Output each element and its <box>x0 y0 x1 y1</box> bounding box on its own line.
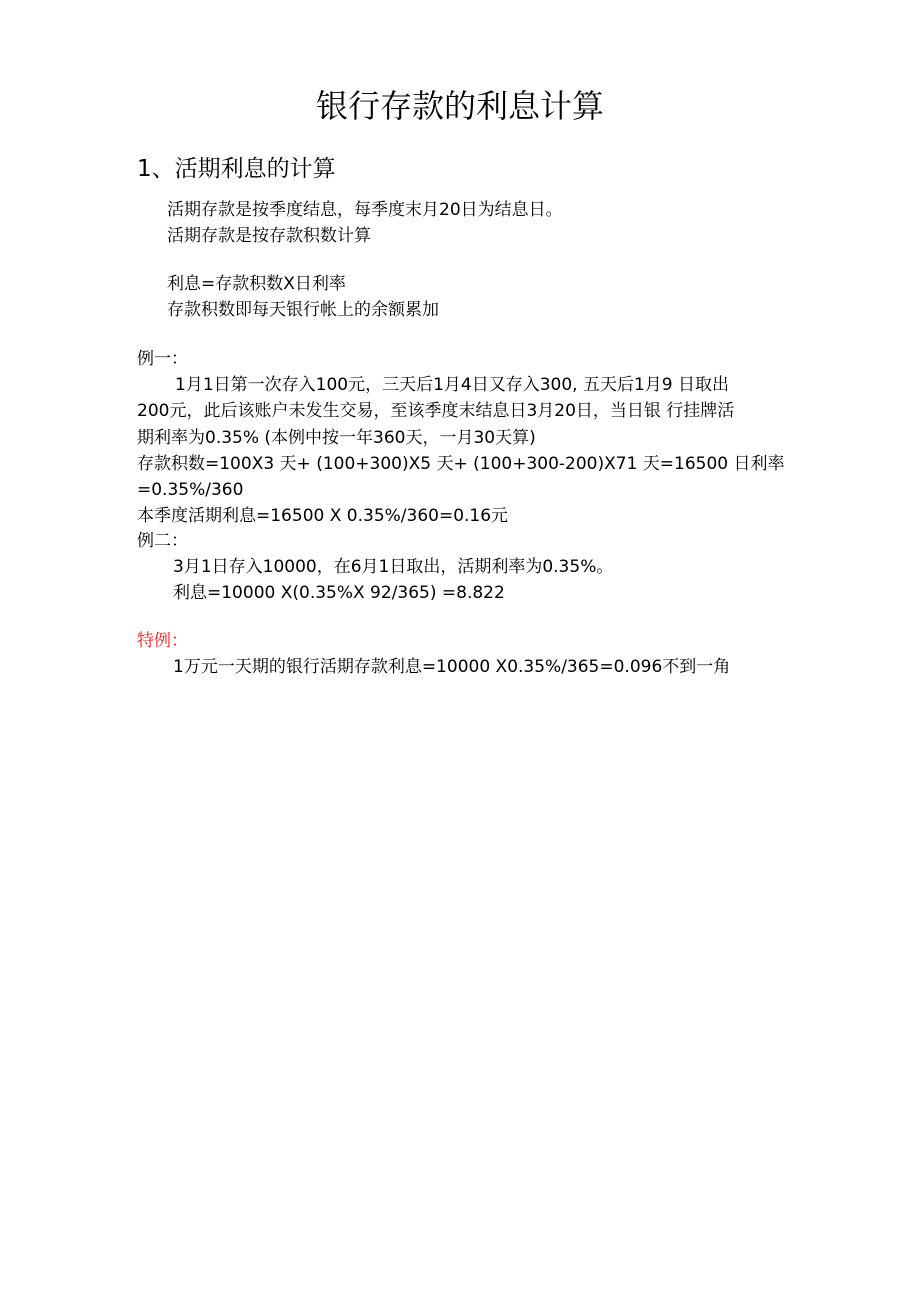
special-case-line-1: 1万元一天期的银行活期存款利息=10000 X0.35%/365=0.096不到一角 <box>173 657 731 677</box>
special-case-label: 特例： <box>137 631 188 651</box>
example-one-label: 例一： <box>137 349 188 369</box>
example-two-line-1: 3月1日存入10000，在6月1日取出，活期利率为0.35%。 <box>173 557 614 577</box>
example-one-line-2: 200元，此后该账户未发生交易，至该季度末结息日3月20日，当日银 行挂牌活 <box>137 401 735 421</box>
example-one-line-4: 存款积数=100X3 天+ (100+300)X5 天+ (100+300-200)X71 天=16500 日利率 <box>137 454 785 474</box>
formula-interest: 利息=存款积数X日利率 <box>167 274 346 294</box>
section-heading-current-interest: 1、活期利息的计算 <box>137 156 336 182</box>
example-two-line-2: 利息=10000 X(0.35%X 92/365) =8.822 <box>173 583 505 603</box>
example-one-line-6: 本季度活期利息=16500 X 0.35%/360=0.16元 <box>137 506 509 526</box>
example-one-line-3: 期利率为0.35% (本例中按一年360天，一月30天算) <box>137 428 536 448</box>
example-two-label: 例二： <box>137 531 188 551</box>
example-one-line-1: 1月1日第一次存入100元，三天后1月4日又存入300, 五天后1月9 日取出 <box>175 375 730 395</box>
paragraph-accumulation: 活期存款是按存款积数计算 <box>167 226 371 246</box>
paragraph-settlement: 活期存款是按季度结息，每季度末月20日为结息日。 <box>167 200 563 220</box>
document-title: 银行存款的利息计算 <box>315 87 604 125</box>
example-one-line-5: =0.35%/360 <box>137 480 244 500</box>
paragraph-accumulation-definition: 存款积数即每天银行帐上的余额累加 <box>167 300 439 320</box>
